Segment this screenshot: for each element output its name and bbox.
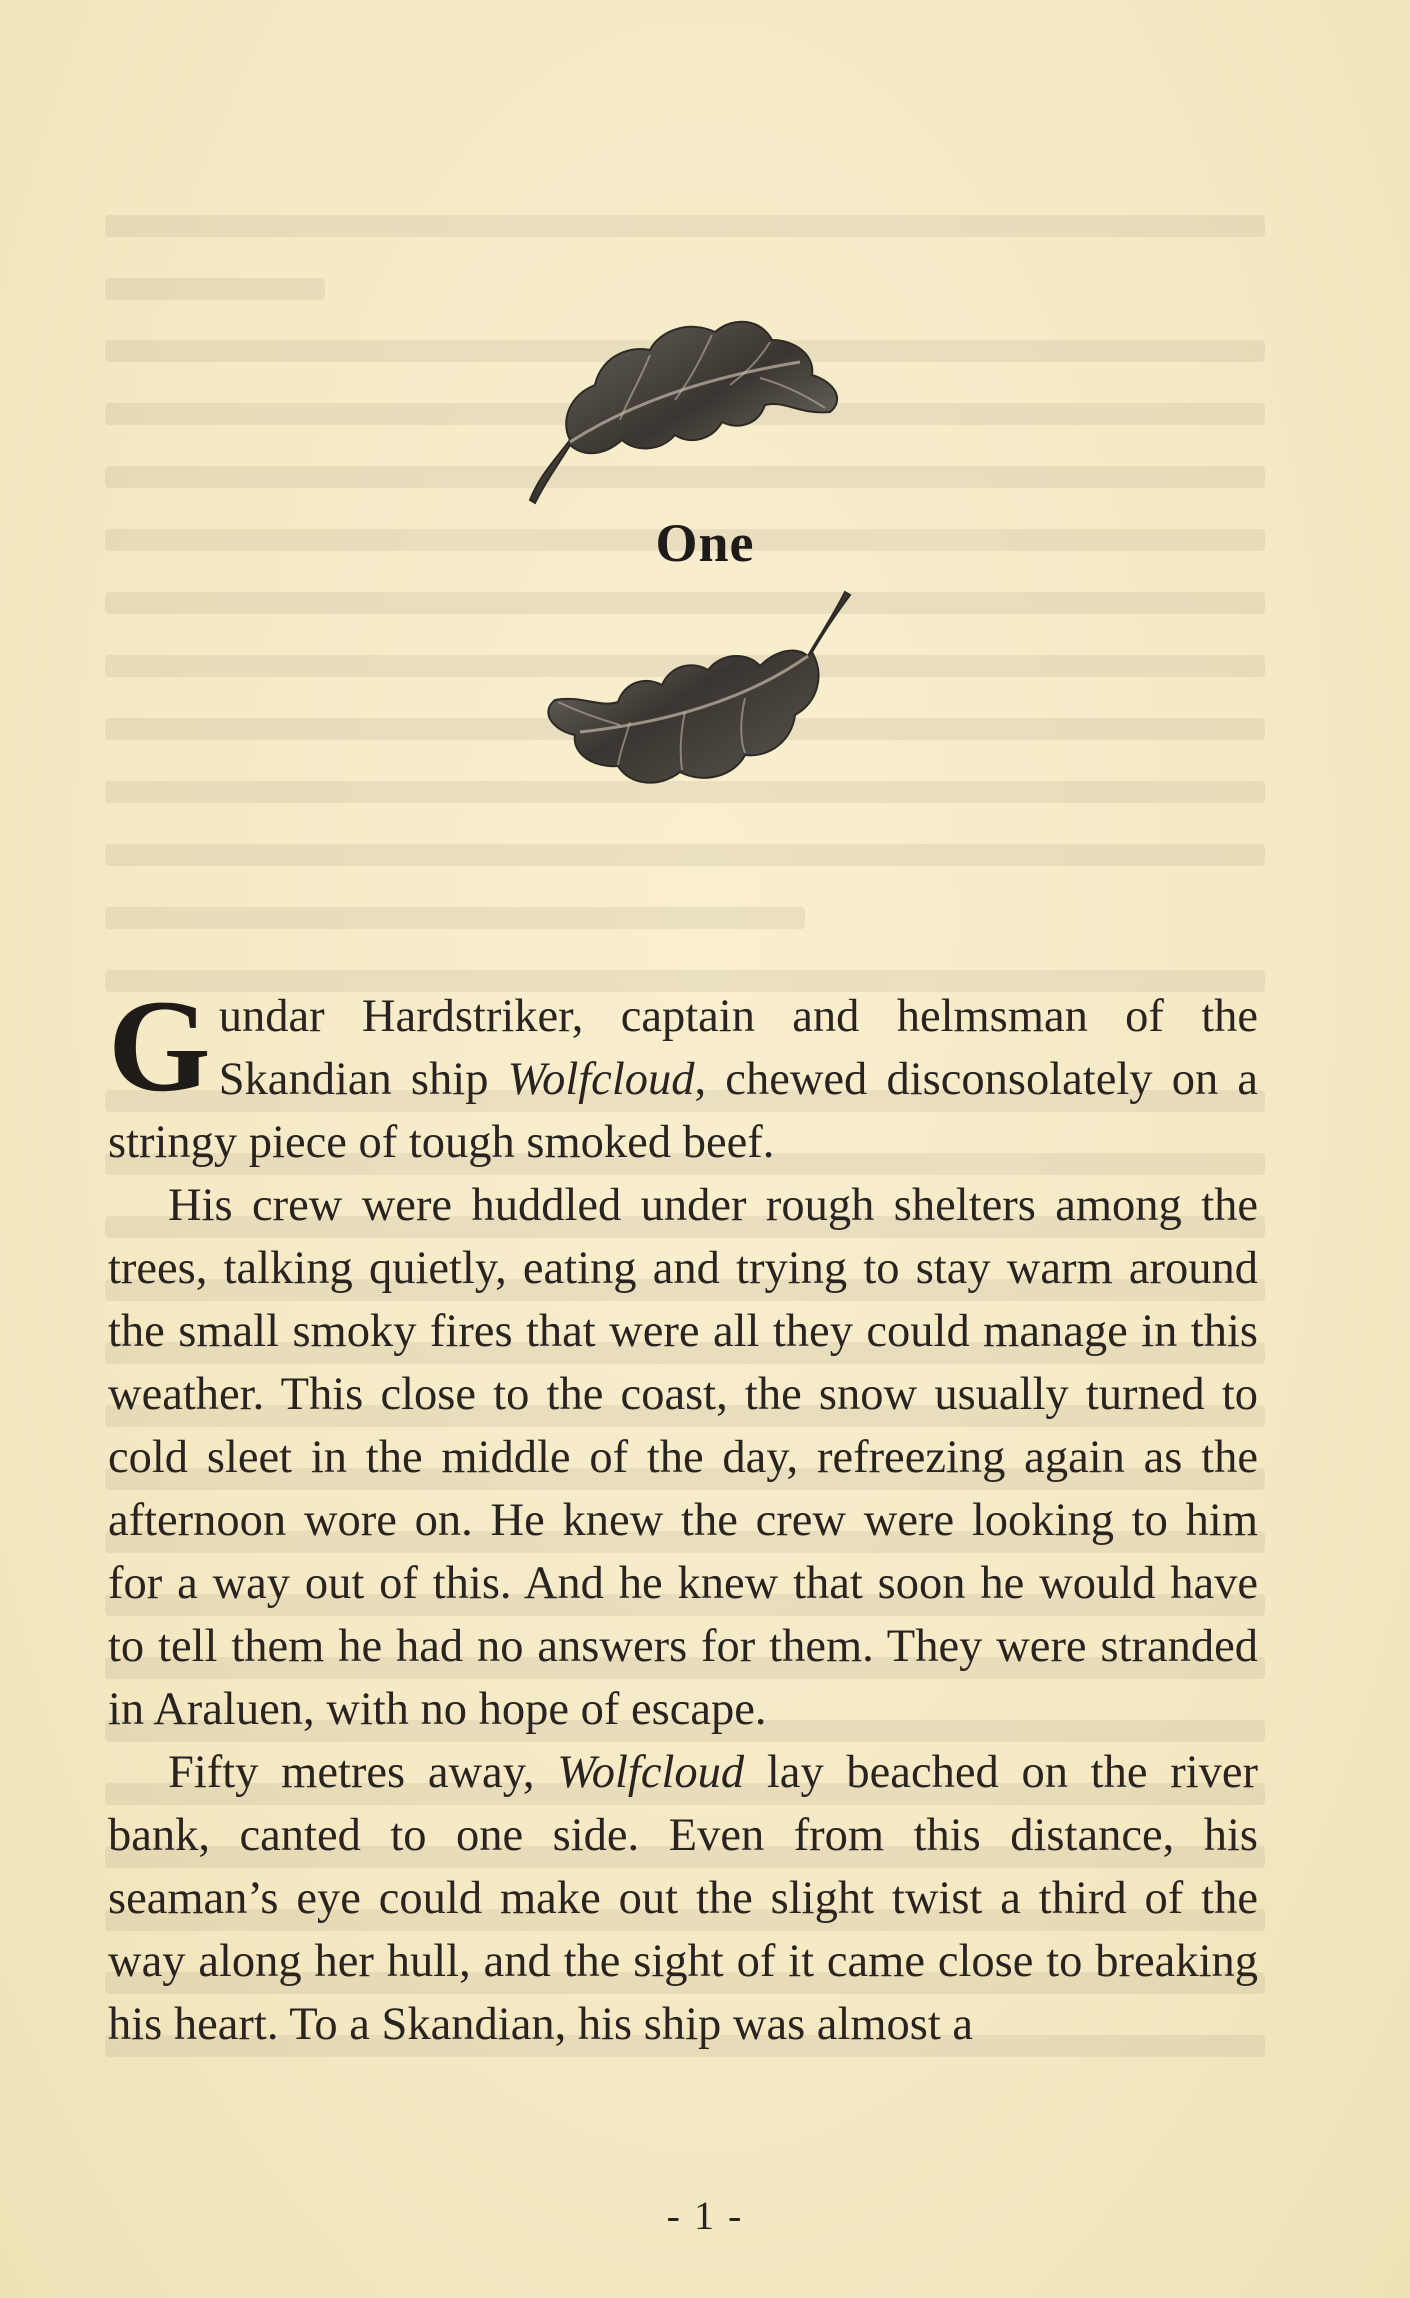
paragraph-1 — [108, 972, 1259, 1174]
body-text — [108, 972, 1259, 2056]
paragraph-3 — [108, 1741, 1258, 2056]
oak-leaf-icon — [500, 300, 880, 510]
chapter-title: One — [655, 513, 755, 573]
oak-leaf-icon — [500, 590, 880, 790]
page-number: - 1 - — [666, 2193, 744, 2238]
paragraph-1-text-b: , chewed disconsolately on a stringy piece of tough smoked beef. — [108, 1054, 1259, 1168]
paragraph-3-text-a: Fifty metres away, — [168, 1747, 558, 1798]
drop-cap: G — [108, 972, 211, 1119]
ship-name: Wolfcloud — [507, 1054, 695, 1105]
paragraph-3-text-b: lay beached on the river bank, canted to one side. Even from this distance, his seaman’s eye could make out the slight twist a third of the way along her hull, and the sight of it came close to breaking his heart. To a Skandian, his ship was almost a — [108, 1747, 1258, 2050]
paragraph-1-text-a: undar Hardstriker, captain and helmsman of the Skandian ship — [218, 991, 1258, 1105]
paragraph-2: His crew were huddled under rough shelters among the trees, talking quietly, eating and trying to stay warm around the small smoky fires that were all they could manage in this weather. This close to the coast, the snow usually turned to cold sleet in the middle of the day, refreezing again as the afternoon wore on. He knew the crew were looking to him for a way out of this. And he knew that soon he would have to tell them he had no answers for them. They were stranded in Araluen, with no hope of escape. — [108, 1180, 1258, 1735]
ship-name: Wolfcloud — [557, 1747, 745, 1798]
